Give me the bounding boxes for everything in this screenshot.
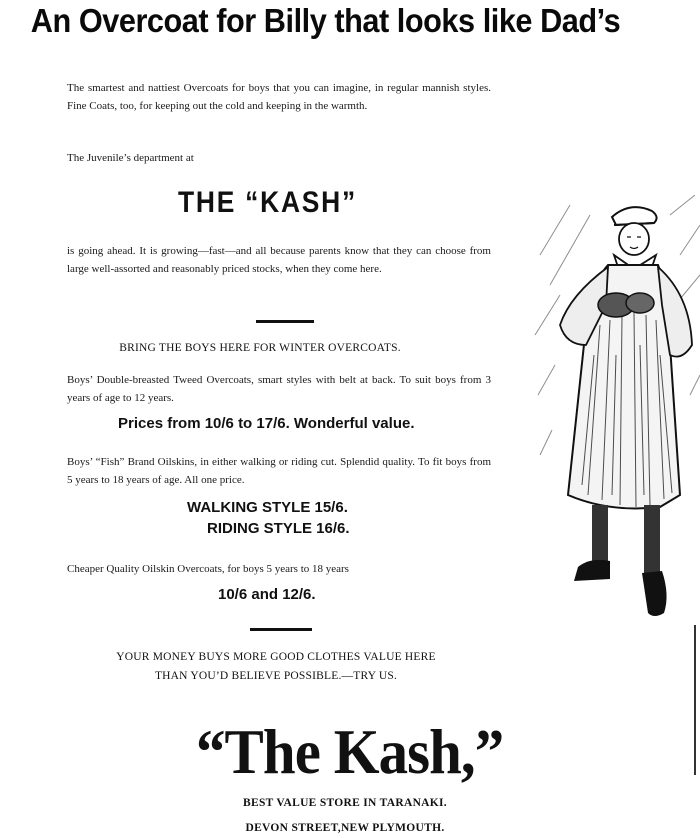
cheaper-price: 10/6 and 12/6. <box>218 586 316 603</box>
brand-heading-large: “The Kash,” <box>196 716 504 787</box>
money-line-1: YOUR MONEY BUYS MORE GOOD CLOTHES VALUE HERE <box>116 651 436 663</box>
tweed-paragraph: Boys’ Double-breasted Tweed Overcoats, smart styles with belt at back. To suit boys from 3 years of age to 12 years. <box>67 374 491 404</box>
footer-address: DEVON STREET,NEW PLYMOUTH. <box>245 822 445 834</box>
riding-style-price: RIDING STYLE 16/6. <box>207 520 350 537</box>
bring-boys-line: BRING THE BOYS HERE FOR WINTER OVERCOATS. <box>119 342 401 354</box>
divider-rule <box>256 320 314 323</box>
walking-style-price: WALKING STYLE 15/6. <box>187 499 348 516</box>
brand-heading-small: THE “KASH” <box>178 186 357 219</box>
intro-paragraph: The smartest and nattiest Overcoats for boys that you can imagine, in regular mannish styles. Fine Coats, too, for keeping out the cold and keeping in the warmth. <box>67 82 491 112</box>
edge-rule <box>694 625 696 775</box>
department-line: The Juvenile’s department at <box>67 152 194 164</box>
boy-in-overcoat-illustration <box>530 195 700 625</box>
oilskins-paragraph: Boys’ “Fish” Brand Oilskins, in either walking or riding cut. Splendid quality. To fit boys from 5 years to 18 years of age. All one price. <box>67 456 491 486</box>
growth-paragraph: is going ahead. It is growing—fast—and all because parents know that they can choose from large well-assorted and reasonably priced stocks, when they come here. <box>67 245 491 275</box>
footer-store-tagline: BEST VALUE STORE IN TARANAKI. <box>243 797 447 809</box>
divider-rule <box>250 628 312 631</box>
tweed-price: Prices from 10/6 to 17/6. Wonderful value. <box>118 415 415 432</box>
money-line-2: THAN YOU’D BELIEVE POSSIBLE.—TRY US. <box>154 670 398 682</box>
headline: An Overcoat for Billy that looks like Dad’s <box>30 2 621 39</box>
cheaper-paragraph: Cheaper Quality Oilskin Overcoats, for boys 5 years to 18 years <box>67 563 349 575</box>
